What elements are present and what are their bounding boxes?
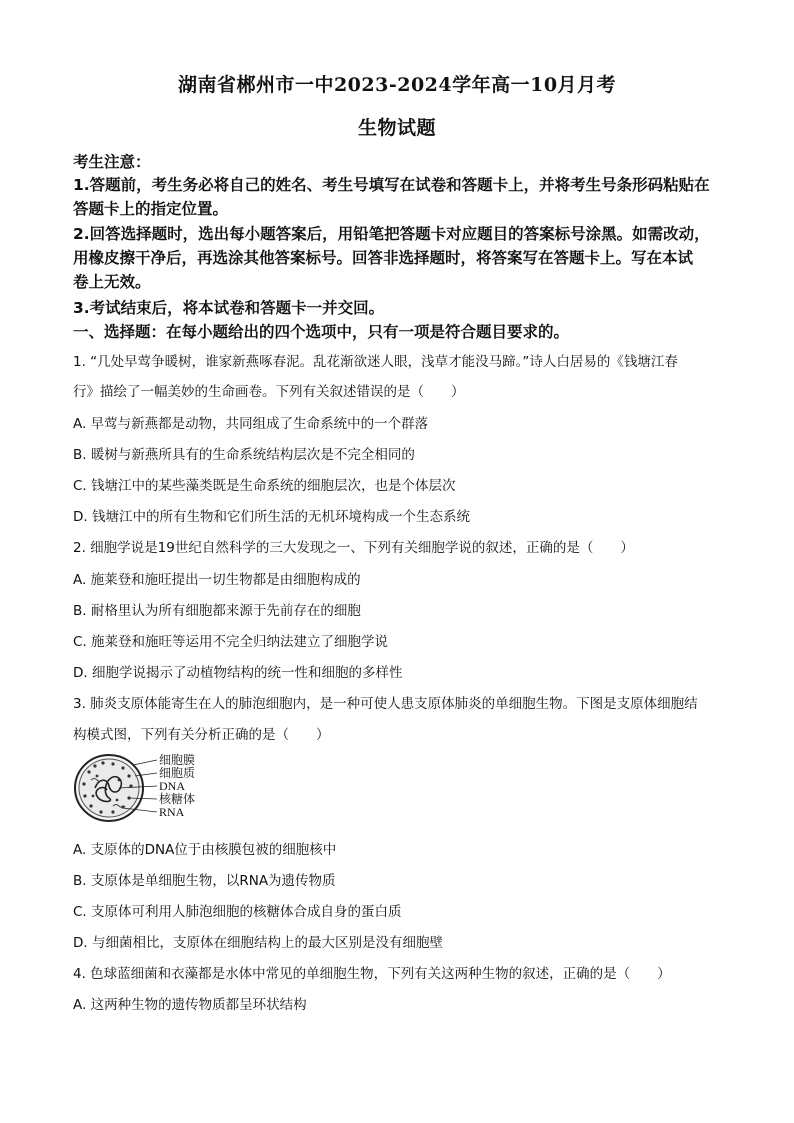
question-1-stem-cont: 行》描绘了一幅美妙的生命画卷。下列有关叙述错误的是（ ） [73,384,465,400]
question-4-stem: 4. 色球蓝细菌和衣藻都是水体中常见的单细胞生物，下列有关这两种生物的叙述，正确的是（ ） [73,966,671,982]
label-cytoplasm: 细胞质 [159,766,196,780]
exam-title: 湖南省郴州市一中2023-2024学年高一10月月考 [177,74,617,96]
question-1-option-d: D. 钱塘江中的所有生物和它们所生活的无机环境构成一个生态系统 [73,509,470,525]
question-3-option-c: C. 支原体可利用人肺泡细胞的核糖体合成自身的蛋白质 [73,904,402,920]
question-1-stem: 1. “几处早莺争暖树，谁家新燕啄春泥。乱花渐欲迷人眼，浅草才能没马蹄。”诗人白居易的《钱塘江春 [73,354,678,370]
question-3-option-b: B. 支原体是单细胞生物，以RNA为遗传物质 [73,873,336,889]
question-3-stem-cont: 构模式图，下列有关分析正确的是（ ） [73,727,330,743]
question-1-option-a: A. 早莺与新燕都是动物，共同组成了生命系统中的一个群落 [73,416,429,432]
notice-heading: 考生注意： [73,153,151,171]
label-dna: DNA [159,779,185,793]
question-1-option-b: B. 暖树与新燕所具有的生命系统结构层次是不完全相同的 [73,447,415,463]
notice-item-1: 1.答题前，考生务必将自己的姓名、考生号填写在试卷和答题卡上，并将考生号条形码粘贴在 [73,176,710,194]
notice-item-1-cont: 答题卡上的指定位置。 [73,200,229,218]
label-ribosome: 核糖体 [159,792,196,806]
question-2-stem: 2. 细胞学说是19世纪自然科学的三大发现之一、下列有关细胞学说的叙述，正确的是（ ） [73,540,634,556]
label-rna: RNA [159,805,185,819]
question-2-option-a: A. 施莱登和施旺提出一切生物都是由细胞构成的 [73,572,361,588]
label-cell-membrane: 细胞膜 [159,753,196,767]
section-heading: 一、选择题：在每小题给出的四个选项中，只有一项是符合题目要求的。 [73,323,570,341]
exam-subject: 生物试题 [357,117,436,139]
notice-item-2-cont: 用橡皮擦干净后，再选涂其他答案标号。回答非选择题时，将答案写在答题卡上。写在本试 [73,249,694,267]
notice-item-3: 3.考试结束后，将本试卷和答题卡一并交回。 [73,299,385,317]
question-3-option-a: A. 支原体的DNA位于由核膜包被的细胞核中 [73,842,337,858]
question-4-option-a: A. 这两种生物的遗传物质都呈环状结构 [73,997,307,1013]
question-3-stem: 3. 肺炎支原体能寄生在人的肺泡细胞内，是一种可使人患支原体肺炎的单细胞生物。下图是支原体细胞结 [73,696,698,712]
question-2-option-d: D. 细胞学说揭示了动植物结构的统一性和细胞的多样性 [73,665,403,681]
notice-item-2: 2.回答选择题时，选出每小题答案后，用铅笔把答题卡对应题目的答案标号涂黑。如需改动， [73,225,710,243]
question-2-option-b: B. 耐格里认为所有细胞都来源于先前存在的细胞 [73,603,361,619]
question-3-option-d: D. 与细菌相比，支原体在细胞结构上的最大区别是没有细胞壁 [73,935,443,951]
question-2-option-c: C. 施莱登和施旺等运用不完全归纳法建立了细胞学说 [73,634,389,650]
notice-item-2-cont2: 卷上无效。 [73,273,151,291]
mycoplasma-diagram [73,752,213,824]
question-1-option-c: C. 钱塘江中的某些藻类既是生命系统的细胞层次，也是个体层次 [73,478,456,494]
